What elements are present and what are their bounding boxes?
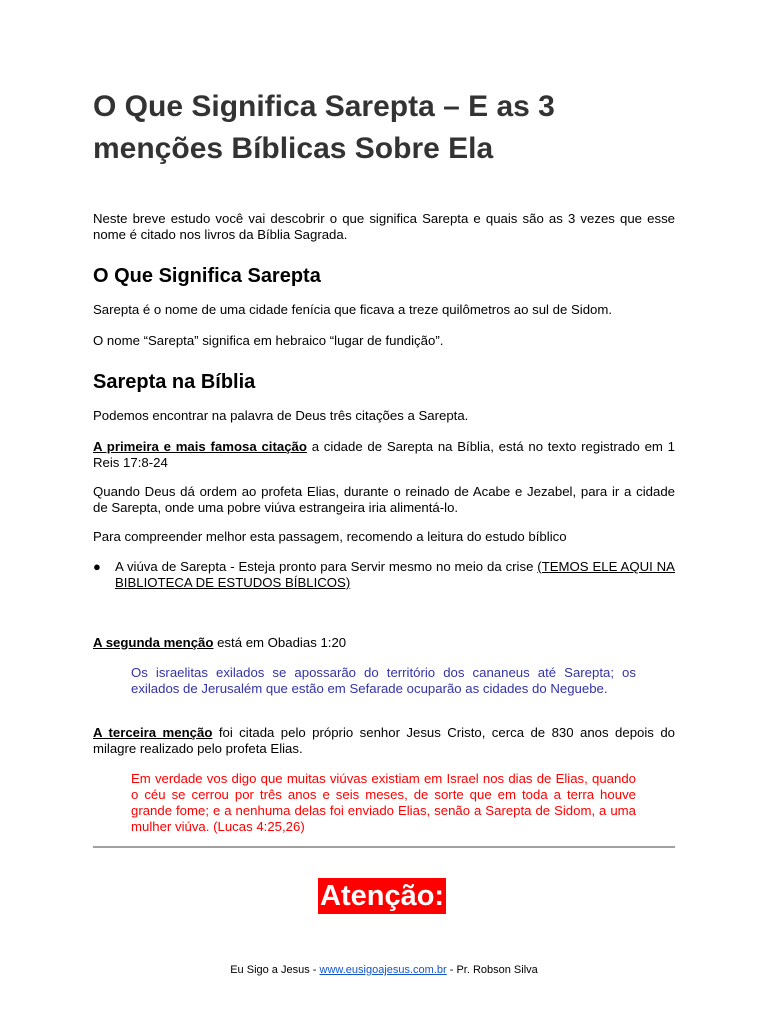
obadias-quote: Os israelitas exilados se apossarão do território dos cananeus até Sarepta; os exilados de Jerusalém que estão em Sefarade ocuparão as cidades do Neguebe. xyxy=(131,665,636,696)
second-mention-text: está em Obadias 1:20 xyxy=(213,635,347,650)
page-title: O Que Significa Sarepta – E as 3 menções Bíblicas Sobre Ela xyxy=(93,90,555,165)
intro-paragraph: Neste breve estudo você vai descobrir o que significa Sarepta e quais são as 3 vezes que esse nome é citado nos livros da Bíblia Sagrada. xyxy=(93,211,675,242)
section-heading-meaning: O Que Significa Sarepta xyxy=(93,265,321,287)
bible-paragraph-1: Podemos encontrar na palavra de Deus três citações a Sarepta. xyxy=(93,408,469,423)
footer-suffix: - Pr. Robson Silva xyxy=(446,964,538,976)
list-item xyxy=(93,559,675,591)
footer-prefix: Eu Sigo a Jesus - xyxy=(230,964,320,976)
section-heading-bible: Sarepta na Bíblia xyxy=(93,371,256,393)
lucas-quote: Em verdade vos digo que muitas viúvas existiam em Israel nos dias de Elias, quando o céu se cerrou por três anos e seis meses, de sorte que em toda a terra houve grande fome; e a nenhuma delas foi enviado Elias, senão a Sarepta de Sidom, a uma mulher viúva. (Lucas 4:25,26) xyxy=(131,771,636,834)
elias-paragraph: Quando Deus dá ordem ao profeta Elias, durante o reinado de Acabe e Jezabel, para ir a cidade de Sarepta, onde uma pobre viúva estrangeira iria alimentá-lo. xyxy=(93,484,675,515)
bullet-icon: ● xyxy=(93,559,101,574)
third-mention-label: A terceira menção xyxy=(93,725,213,740)
library-link[interactable]: (TEMOS ELE AQUI NA BIBLIOTECA DE ESTUDOS BÍBLICOS) xyxy=(115,559,675,590)
second-mention-label: A segunda menção xyxy=(93,635,214,650)
third-mention-text: foi citada pelo próprio senhor Jesus Cristo, cerca de 830 anos depois do milagre realizado pelo profeta Elias. xyxy=(93,725,675,756)
first-mention-paragraph xyxy=(93,439,675,471)
recommend-paragraph: Para compreender melhor esta passagem, recomendo a leitura do estudo bíblico xyxy=(93,529,567,544)
meaning-paragraph-2: O nome “Sarepta” significa em hebraico “lugar de fundição”. xyxy=(93,333,444,348)
first-mention-label: A primeira e mais famosa citação xyxy=(93,439,307,454)
second-mention-paragraph xyxy=(93,635,675,651)
page-footer xyxy=(0,963,768,977)
footer-site-link[interactable]: www.eusigoajesus.com.br xyxy=(319,964,447,976)
first-mention-text: a cidade de Sarepta na Bíblia, está no texto registrado em 1 Reis 17:8-24 xyxy=(93,439,675,470)
meaning-paragraph-1: Sarepta é o nome de uma cidade fenícia que ficava a treze quilômetros ao sul de Sidom. xyxy=(93,302,613,317)
attention-banner: Atenção: xyxy=(320,880,445,912)
third-mention-paragraph xyxy=(93,725,675,757)
bullet-text: A viúva de Sarepta - Esteja pronto para Servir mesmo no meio da crise xyxy=(115,559,538,574)
divider xyxy=(93,846,675,848)
